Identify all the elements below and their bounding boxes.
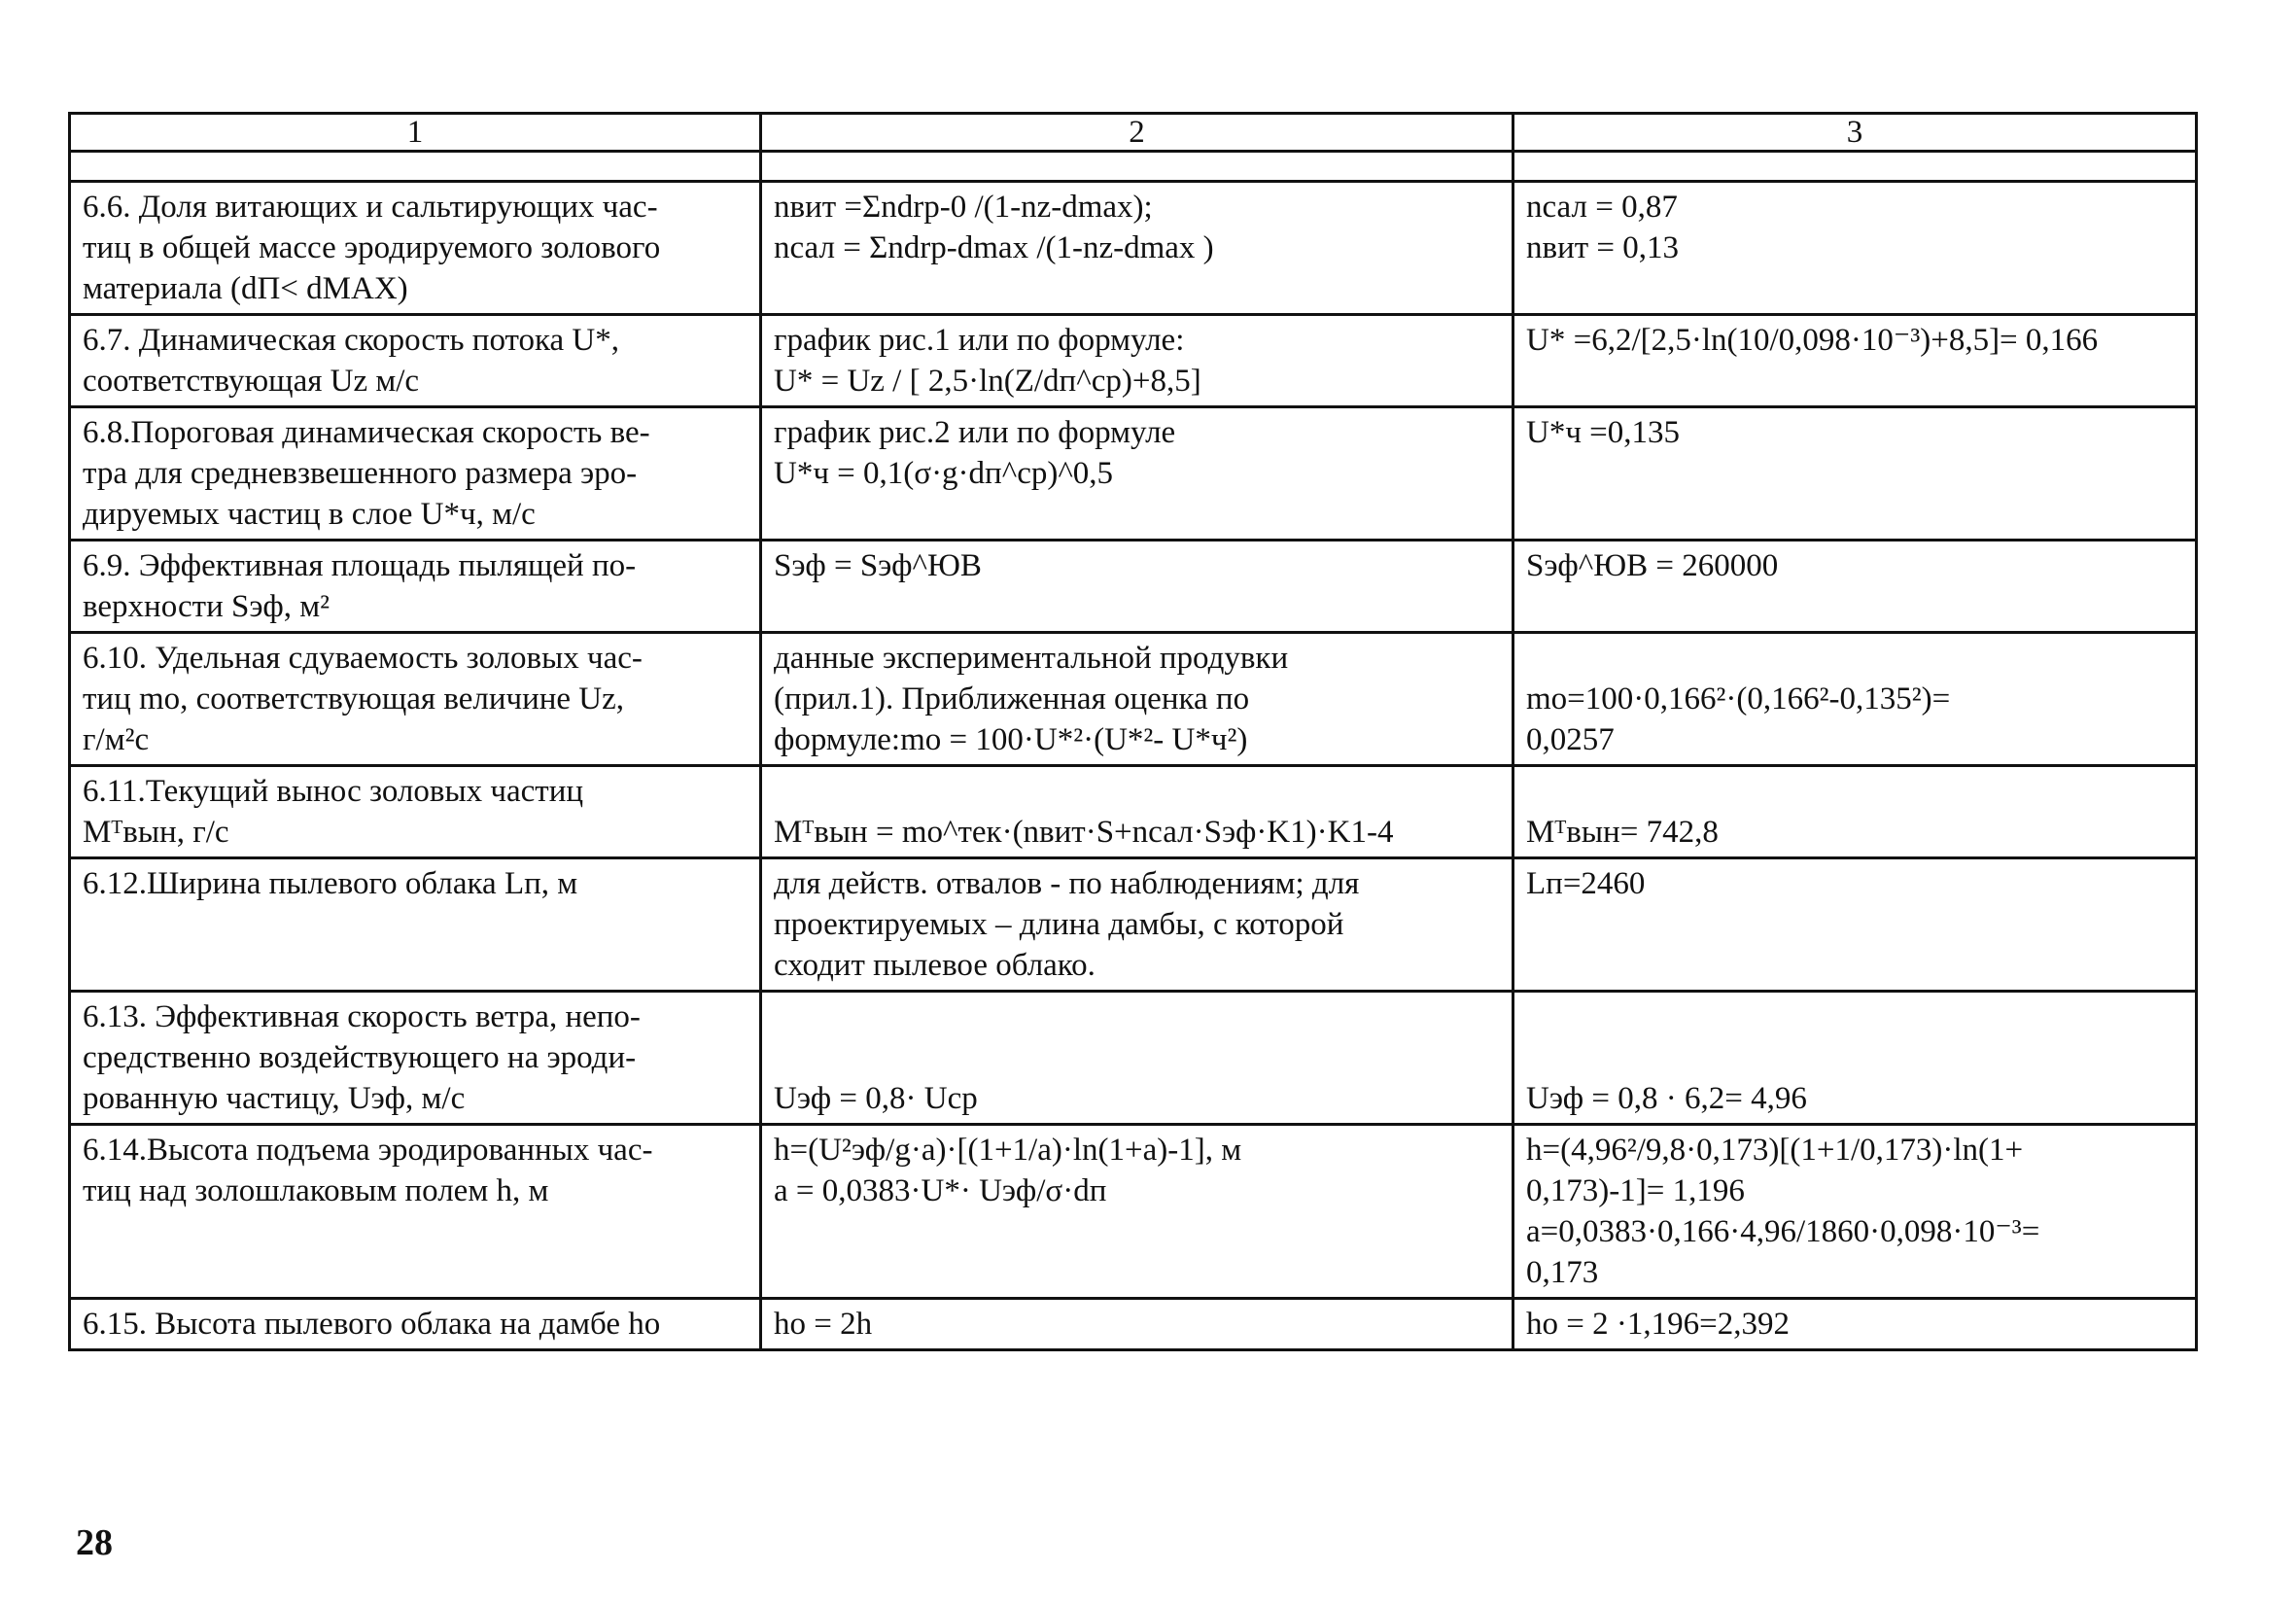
cell-text-line: график рис.2 или по формуле (774, 415, 1176, 450)
cell-text-line: 6.15. Высота пылевого облака на дамбе hо (83, 1307, 661, 1342)
table-cell-col1 (70, 858, 761, 992)
cell-text-line: U* =6,2/[2,5·ln(10/0,098·10⁻³)+8,5]= 0,166 (1526, 323, 2099, 358)
cell-text-line: Mᵀвын, г/с (83, 815, 229, 850)
table-cell-col2 (761, 182, 1513, 315)
cell-text-line: h=(4,96²/9,8·0,173)[(1+1/0,173)·ln(1+ (1526, 1133, 2024, 1168)
table-cell-col2 (761, 858, 1513, 992)
cell-text-line: 6.12.Ширина пылевого облака Lп, м (83, 866, 578, 901)
table-cell-col1 (70, 541, 761, 633)
page-number: 28 (76, 1522, 113, 1563)
table-body (70, 152, 2197, 1350)
table-cell-col2 (761, 766, 1513, 858)
column-header-2: 2 (761, 114, 1513, 152)
table-cell-col3 (1513, 315, 2197, 407)
cell-text-line: средственно воздействующего на эроди- (83, 1040, 637, 1075)
table-cell-col3 (1513, 407, 2197, 541)
cell-text-line: 6.7. Динамическая скорость потока U*, (83, 323, 620, 358)
spacer-cell (761, 152, 1513, 182)
cell-text-line: nвит =Σndrp-0 /(1-nz-dmax); (774, 190, 1153, 225)
table-cell-col2 (761, 633, 1513, 766)
cell-text-line: 6.11.Текущий вынос золовых частиц (83, 774, 584, 809)
table-cell-col1 (70, 315, 761, 407)
cell-text-line: (прил.1). Приближенная оценка по (774, 681, 1250, 716)
cell-text-line: соответствующая Uz м/с (83, 364, 420, 399)
table-cell-col1 (70, 182, 761, 315)
table-cell-col2 (761, 407, 1513, 541)
cell-text-line: проектируемых – длина дамбы, с которой (774, 907, 1344, 942)
table-cell-col3 (1513, 766, 2197, 858)
table-cell-col3 (1513, 182, 2197, 315)
table-cell-col1 (70, 407, 761, 541)
table-row (70, 1299, 2197, 1350)
cell-text-line: тиц в общей массе эродируемого золового (83, 230, 661, 265)
table-cell-col3 (1513, 1125, 2197, 1299)
cell-text-line: hо = 2 ·1,196=2,392 (1526, 1307, 1790, 1342)
cell-text-line: Lп=2460 (1526, 866, 1646, 901)
spacer-cell (70, 152, 761, 182)
cell-text-line: nсал = 0,87 (1526, 190, 1678, 225)
cell-text-line: тиц над золошлаковым полем h, м (83, 1173, 549, 1208)
table-row (70, 766, 2197, 858)
cell-text-line: для действ. отвалов - по наблюдениям; для (774, 866, 1360, 901)
cell-text-line: nвит = 0,13 (1526, 230, 1680, 265)
cell-text-line: тиц mo, соответствующая величине Uz, (83, 681, 625, 716)
table-cell-col2 (761, 992, 1513, 1125)
cell-text-line: график рис.1 или по формуле: (774, 323, 1185, 358)
cell-text-line: данные экспериментальной продувки (774, 641, 1289, 676)
cell-text-line: тра для средневзвешенного размера эро- (83, 456, 638, 491)
spacer-cell (1513, 152, 2197, 182)
cell-text-line: Sэф = Sэф^ЮВ (774, 548, 982, 583)
cell-text-line: 6.13. Эффективная скорость ветра, непо- (83, 999, 641, 1034)
cell-text-line: сходит пылевое облако. (774, 948, 1096, 983)
cell-text-line: 0,173 (1526, 1255, 1599, 1290)
table-cell-col1 (70, 1125, 761, 1299)
table-cell-col2 (761, 315, 1513, 407)
cell-text-line: 6.9. Эффективная площадь пылящей по- (83, 548, 637, 583)
table-row (70, 1125, 2197, 1299)
table-header-row (70, 114, 2197, 152)
cell-text-line: U* = Uz / [ 2,5·ln(Z/dп^ср)+8,5] (774, 364, 1201, 399)
table-cell-col1 (70, 633, 761, 766)
cell-text-line: U*ч =0,135 (1526, 415, 1681, 450)
table-cell-col3 (1513, 858, 2197, 992)
column-header-1: 1 (70, 114, 761, 152)
calculation-table (68, 112, 2198, 1351)
table-cell-col2 (761, 1125, 1513, 1299)
table-cell-col3 (1513, 1299, 2197, 1350)
table-cell-col1 (70, 766, 761, 858)
table-row (70, 858, 2197, 992)
cell-text-line: Uэф = 0,8· Uср (774, 1081, 978, 1116)
cell-text-line: верхности Sэф, м² (83, 589, 330, 624)
table-spacer-row (70, 152, 2197, 182)
cell-text-line: hо = 2h (774, 1307, 873, 1342)
cell-text-line: формуле:mo = 100·U*²·(U*²- U*ч²) (774, 722, 1248, 757)
cell-text-line: Uэф = 0,8 · 6,2= 4,96 (1526, 1081, 1807, 1116)
table-cell-col3 (1513, 633, 2197, 766)
table-cell-col3 (1513, 992, 2197, 1125)
column-header-3: 3 (1513, 114, 2197, 152)
cell-text-line: Sэф^ЮВ = 260000 (1526, 548, 1779, 583)
table-cell-col3 (1513, 541, 2197, 633)
cell-text-line: U*ч = 0,1(σ·g·dп^ср)^0,5 (774, 456, 1114, 491)
cell-text-line: Mᵀвын = mo^тек·(nвит·S+nсал·Sэф·K1)·K1-4 (774, 815, 1394, 850)
cell-text-line: 6.10. Удельная сдуваемость золовых час- (83, 641, 643, 676)
cell-text-line: дируемых частиц в слое U*ч, м/с (83, 497, 536, 532)
cell-text-line: nсал = Σndrp-dmax /(1-nz-dmax ) (774, 230, 1214, 265)
table-row (70, 182, 2197, 315)
table-cell-col2 (761, 1299, 1513, 1350)
table-row (70, 541, 2197, 633)
cell-text-line: a = 0,0383·U*· Uэф/σ·dп (774, 1173, 1107, 1208)
table-cell-col1 (70, 1299, 761, 1350)
cell-text-line: 0,173)-1]= 1,196 (1526, 1173, 1745, 1208)
table-row (70, 633, 2197, 766)
cell-text-line: 6.8.Пороговая динамическая скорость ве- (83, 415, 650, 450)
cell-text-line: a=0,0383·0,166·4,96/1860·0,098·10⁻³= (1526, 1214, 2040, 1249)
cell-text-line: материала (dП< dMAX) (83, 271, 408, 306)
table-cell-col1 (70, 992, 761, 1125)
table-row (70, 992, 2197, 1125)
table-row (70, 315, 2197, 407)
cell-text-line: рованную частицу, Uэф, м/с (83, 1081, 466, 1116)
cell-text-line: Mᵀвын= 742,8 (1526, 815, 1719, 850)
cell-text-line: 6.6. Доля витающих и сальтирующих час- (83, 190, 658, 225)
table-row (70, 407, 2197, 541)
cell-text-line: г/м²с (83, 722, 150, 757)
cell-text-line: 6.14.Высота подъема эродированных час- (83, 1133, 653, 1168)
cell-text-line: 0,0257 (1526, 722, 1615, 757)
cell-text-line: h=(U²эф/g·a)·[(1+1/a)·ln(1+a)-1], м (774, 1133, 1242, 1168)
table-cell-col2 (761, 541, 1513, 633)
cell-text-line: mo=100·0,166²·(0,166²-0,135²)= (1526, 681, 1951, 716)
